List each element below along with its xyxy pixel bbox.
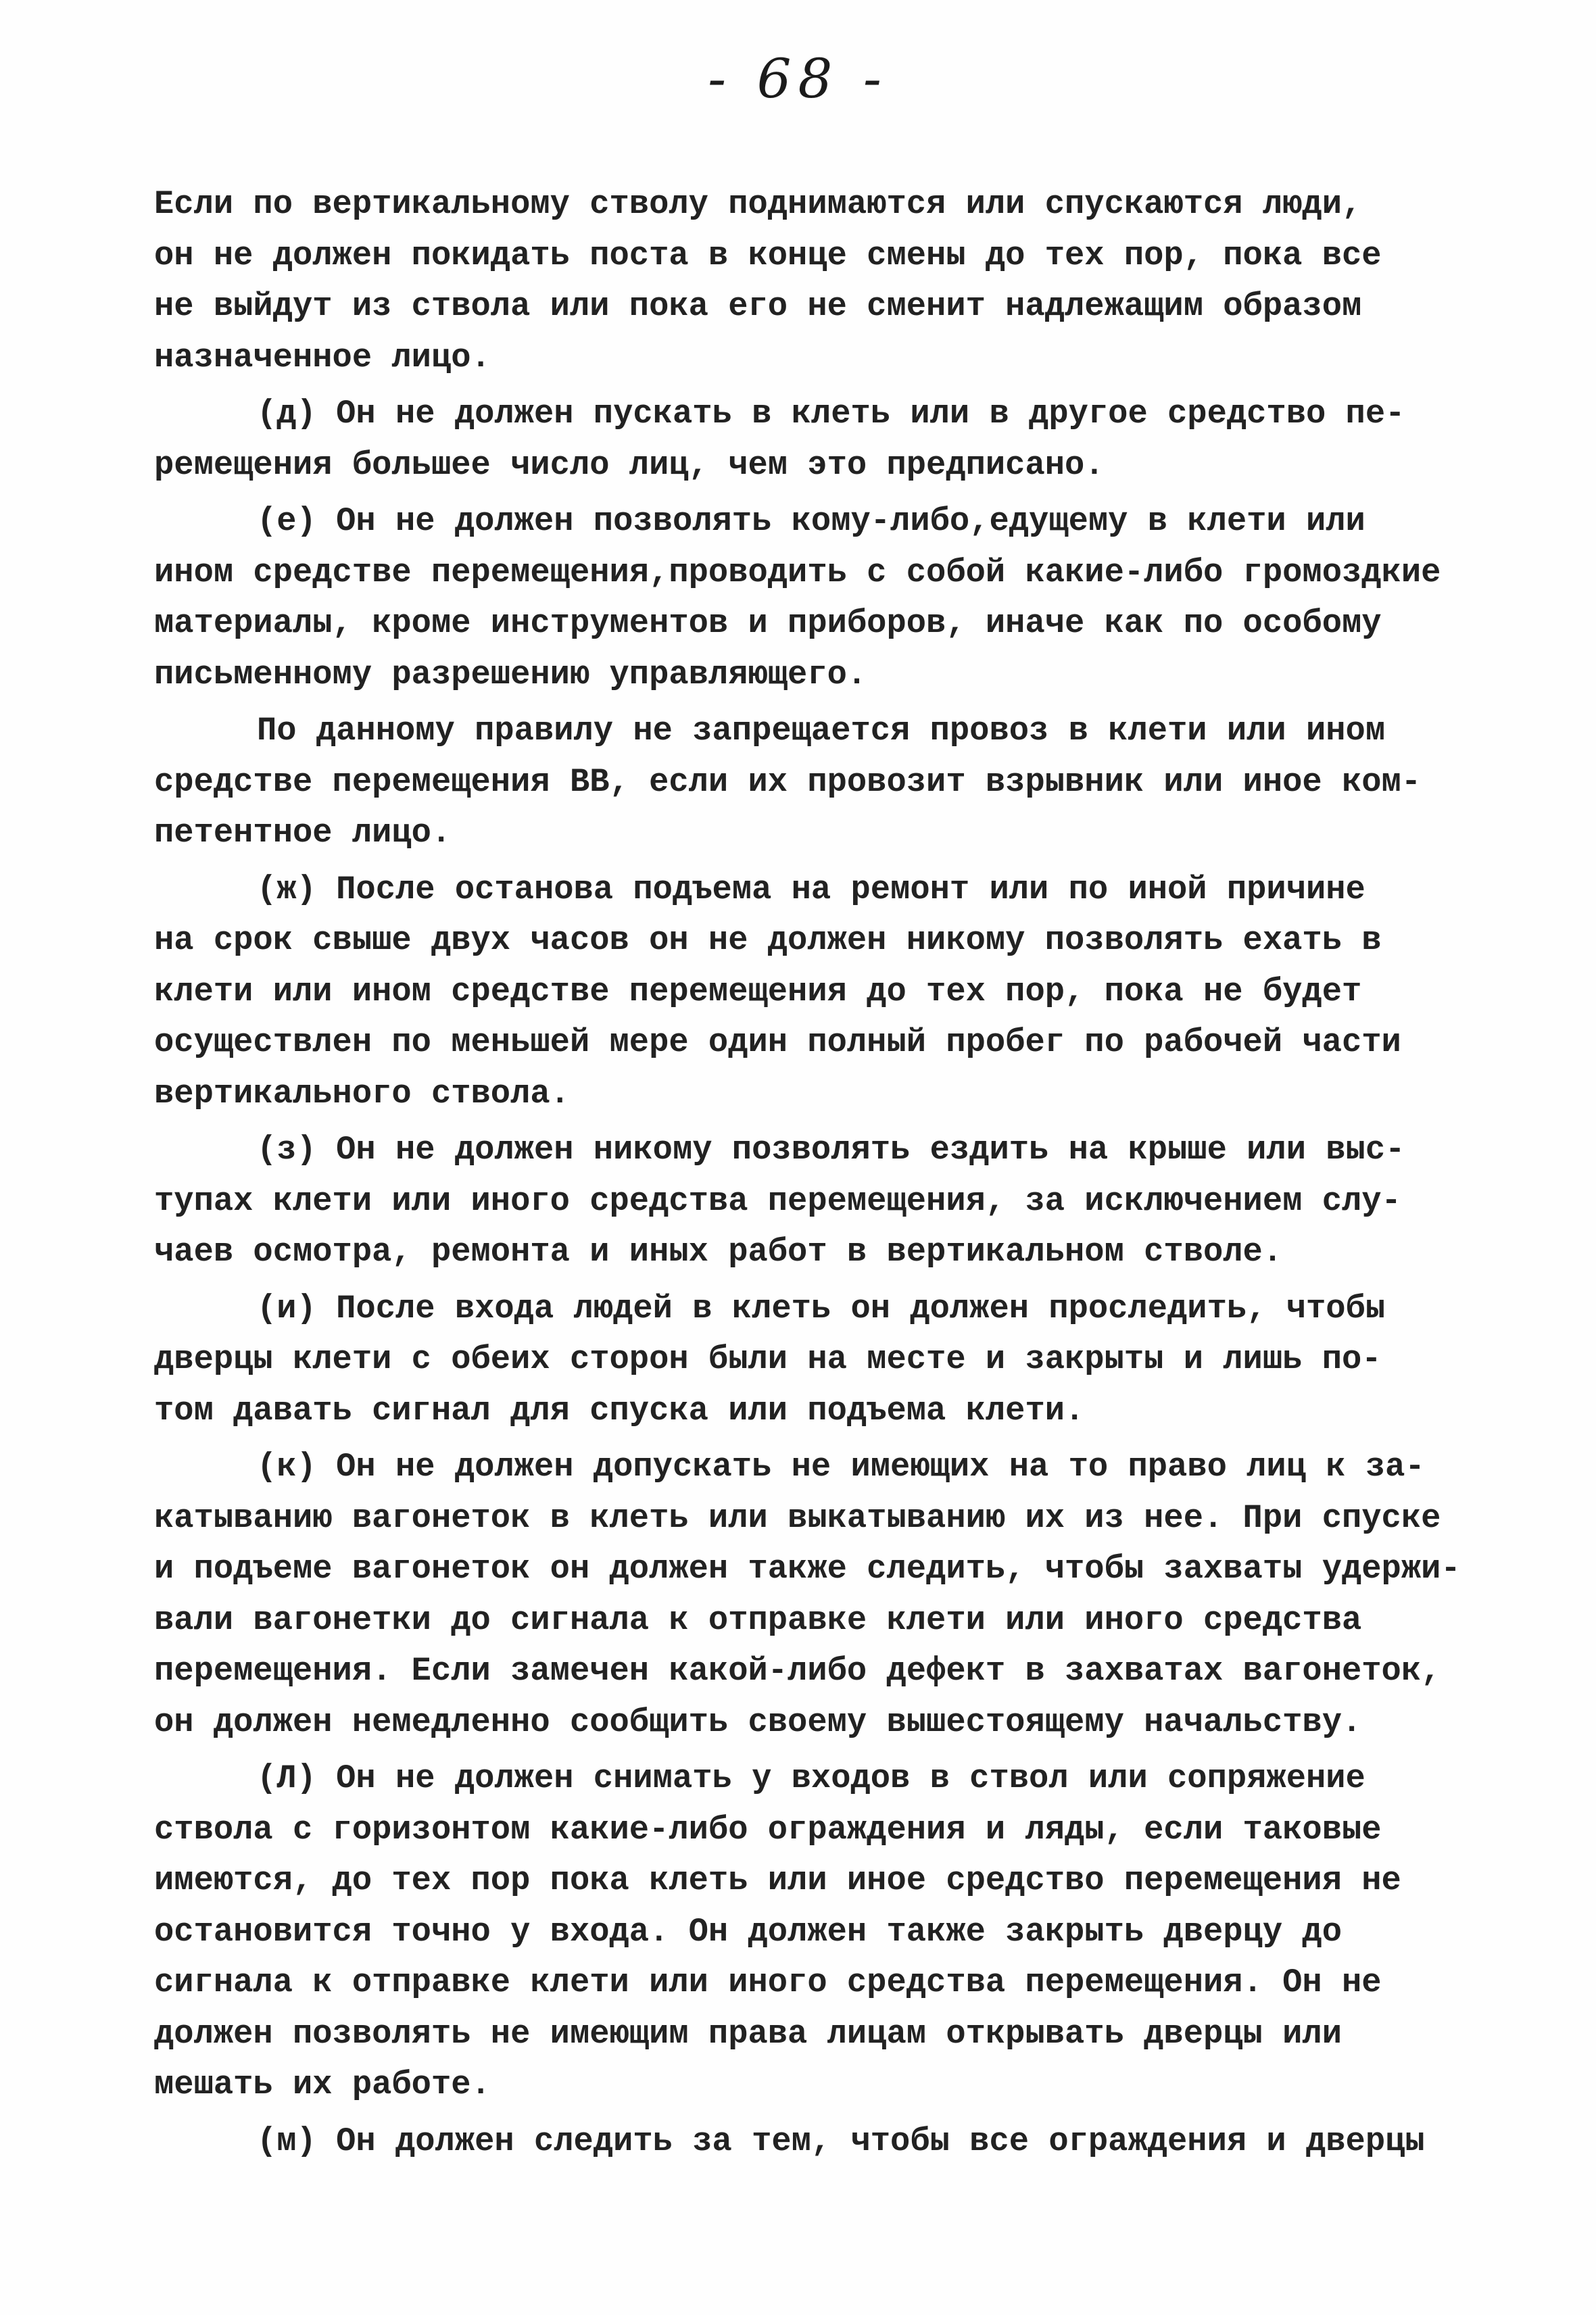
- text-line: он не должен покидать поста в конце смены до тех пор, пока все: [154, 236, 1382, 274]
- paragraph-start-line: (и) После входа людей в клеть он должен проследить, чтобы: [257, 1289, 1386, 1327]
- text-line: осуществлен по меньшей мере один полный пробег по рабочей части: [154, 1023, 1401, 1061]
- text-line: на срок свыше двух часов он не должен никому позволять ехать в: [154, 921, 1382, 959]
- text-line: ствола с горизонтом какие-либо ограждения и ляды, если таковые: [154, 1810, 1382, 1849]
- paragraph-start-line: (е) Он не должен позволять кому-либо,едущему в клети или: [257, 502, 1365, 540]
- paragraph-start-line: (Л) Он не должен снимать у входов в ствол или сопряжение: [257, 1759, 1365, 1797]
- paragraph-start-line: (ж) После останова подъема на ремонт или по иной причине: [257, 870, 1365, 908]
- text-line: назначенное лицо.: [154, 338, 491, 376]
- text-line: ином средстве перемещения,проводить с собой какие-либо громоздкие: [154, 553, 1441, 591]
- paragraph-start-line: (м) Он должен следить за тем, чтобы все ограждения и дверцы: [257, 2122, 1425, 2160]
- text-line: вали вагонетки до сигнала к отправке клети или иного средства: [154, 1601, 1362, 1639]
- text-line: он должен немедленно сообщить своему вышестоящему начальству.: [154, 1703, 1362, 1741]
- paragraph-start-line: По данному правилу не запрещается провоз в клети или ином: [257, 712, 1386, 750]
- text-line: том давать сигнал для спуска или подъема клети.: [154, 1391, 1085, 1430]
- text-line: и подъеме вагонеток он должен также следить, чтобы захваты удержи-: [154, 1550, 1461, 1588]
- text-line: дверцы клети с обеих сторон были на месте и закрыты и лишь по-: [154, 1340, 1382, 1378]
- text-line: ремещения большее число лиц, чем это предписано.: [154, 445, 1105, 484]
- text-line: остановится точно у входа. Он должен также закрыть дверцу до: [154, 1912, 1342, 1951]
- text-line: клети или ином средстве перемещения до тех пор, пока не будет: [154, 972, 1362, 1010]
- text-line: катыванию вагонеток в клеть или выкатыванию их из нее. При спуске: [154, 1498, 1441, 1537]
- text-line: сигнала к отправке клети или иного средства перемещения. Он не: [154, 1964, 1382, 2001]
- text-line: перемещения. Если замечен какой-либо дефект в захватах вагонеток,: [154, 1652, 1441, 1690]
- text-line: тупах клети или иного средства перемещения, за исключением слу-: [154, 1181, 1401, 1220]
- text-line: вертикального ствола.: [154, 1074, 570, 1113]
- paragraph-start-line: (к) Он не должен допускать не имеющих на то право лиц к за-: [257, 1448, 1425, 1486]
- text-line: средстве перемещения ВВ, если их провозит взрывник или иное ком-: [154, 762, 1422, 801]
- text-line: должен позволять не имеющим права лицам открывать дверцы или: [154, 2014, 1342, 2053]
- text-line: чаев осмотра, ремонта и иных работ в вертикальном стволе.: [154, 1233, 1283, 1271]
- text-line: материалы, кроме инструментов и приборов, иначе как по особому: [154, 604, 1382, 642]
- text-line: не выйдут из ствола или пока его не сменит надлежащим образом: [154, 287, 1362, 325]
- document-body: [154, 179, 1516, 2167]
- page-number: - 68 -: [708, 47, 888, 110]
- text-line: мешать их работе.: [154, 2066, 491, 2103]
- paragraph-start-line: (з) Он не должен никому позволять ездить на крыше или выс-: [257, 1131, 1405, 1169]
- paragraph-start-line: (д) Он не должен пускать в клеть или в другое средство пе-: [257, 395, 1405, 433]
- text-line: Если по вертикальному стволу поднимаются или спускаются люди,: [154, 185, 1362, 223]
- text-line: петентное лицо.: [154, 814, 452, 852]
- text-line: имеются, до тех пор пока клеть или иное средство перемещения не: [154, 1861, 1401, 1899]
- text-line: письменному разрешению управляющего.: [154, 655, 867, 693]
